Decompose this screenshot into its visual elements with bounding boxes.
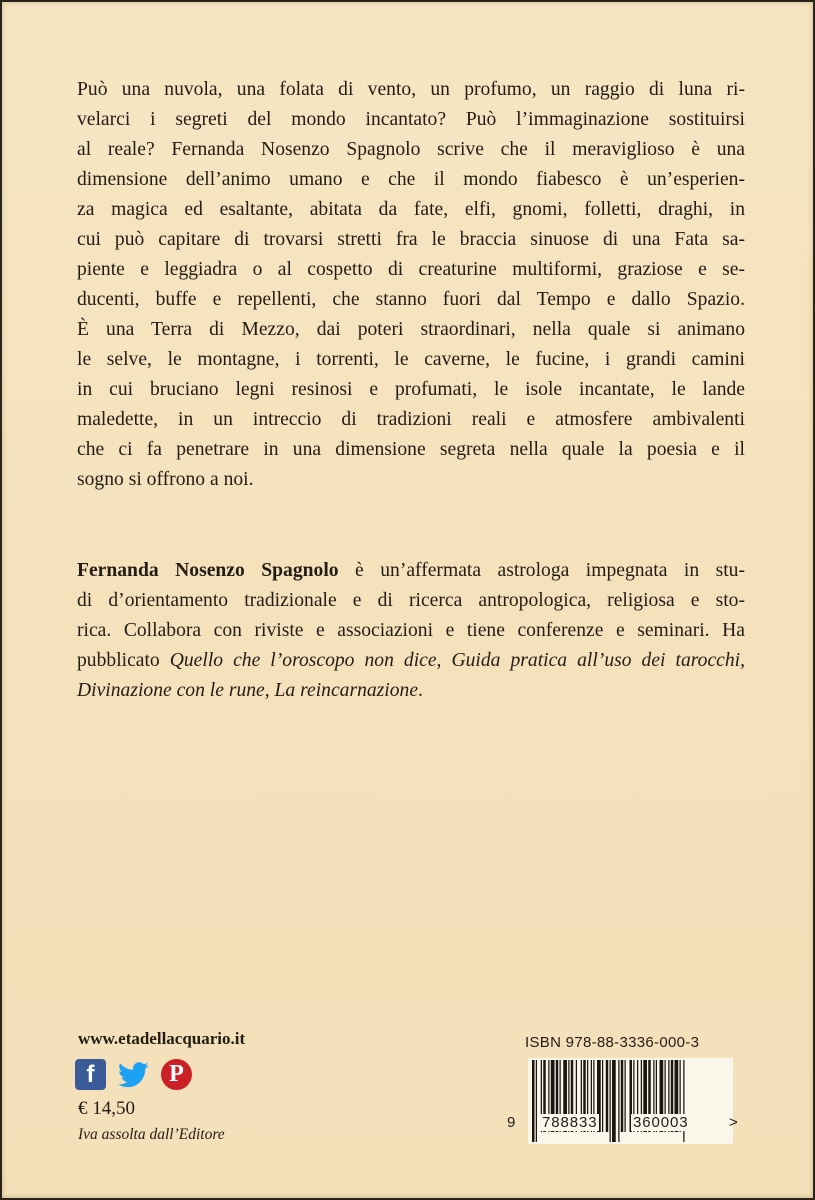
blurb-text [77,75,745,495]
barcode-digits-right: 360003 [633,1114,689,1131]
blurb-line: ducenti, buffe e repellenti, che stanno fuori dal Tempo e dallo Spazio. [77,289,745,310]
publisher-website[interactable]: www.etadellacquario.it [78,1029,246,1048]
barcode-digits-left: 788833 [542,1114,598,1131]
blurb-line: sogno si offrono a noi. [77,469,254,490]
vat-note: Iva assolta dall’Editore [78,1126,225,1143]
bio-paragraph [77,556,745,706]
blurb-line: cui può capitare di trovarsi stretti fra le braccia sinuose di una Fata sa- [77,229,745,250]
blurb-line: Può una nuvola, una folata di vento, un profumo, un raggio di luna ri- [77,79,745,100]
blurb-line: in cui bruciano legni resinosi e profumati, le isole incantate, le lande [77,379,745,400]
facebook-icon[interactable]: f [75,1059,106,1090]
blurb-line: che ci fa penetrare in una dimensione segreta nella quale la poesia e il [77,439,745,460]
blurb-line: al reale? Fernanda Nosenzo Spagnolo scrive che il meraviglioso è una [77,139,745,160]
isbn-label: ISBN 978-88-3336-000-3 [525,1034,700,1051]
bio-line-5: Divinazione con le rune, La reincarnazione. [77,680,423,701]
blurb-line: le selve, le montagne, i torrenti, le caverne, le fucine, i grandi camini [77,349,745,370]
price: € 14,50 [78,1098,135,1119]
blurb-line: piente e leggiadra o al cospetto di creaturine multiformi, graziose e se- [77,259,745,280]
blurb-line: dimensione dell’animo umano e che il mondo fiabesco è un’esperien- [77,169,745,190]
published-titles: Quello che l’oroscopo non dice, Guida pratica all’uso dei tarocchi, [169,650,745,671]
barcode-digit-first: 9 [507,1114,516,1131]
bio-line-3: rica. Collabora con riviste e associazioni e tiene conferenze e seminari. Ha [77,620,745,641]
blurb-line: za magica ed esaltante, abitata da fate, elfi, gnomi, folletti, draghi, in [77,199,745,220]
author-bio [77,556,745,706]
blurb-line: velarci i segreti del mondo incantato? Può l’immaginazione sostituirsi [77,109,745,130]
blurb-paragraph [77,75,745,495]
twitter-icon[interactable] [118,1059,149,1090]
pinterest-icon[interactable]: P [161,1059,192,1090]
barcode-digits [507,1114,747,1138]
social-links [75,1059,192,1090]
barcode-quiet-zone-mark: > [729,1114,738,1131]
author-name: Fernanda Nosenzo Spagnolo [77,560,339,581]
bio-line-4: pubblicato Quello che l’oroscopo non dice, Guida pratica all’uso dei tarocchi, [77,650,745,671]
blurb-line: È una Terra di Mezzo, dai poteri straordinari, nella quale si animano [77,319,745,340]
bio-line-2: di d’orientamento tradizionale e di ricerca antropologica, religiosa e sto- [77,590,745,611]
bio-line-1: Fernanda Nosenzo Spagnolo è un’affermata astrologa impegnata in stu- [77,560,745,581]
blurb-line: maledette, in un intreccio di tradizioni reali e atmosfere ambivalenti [77,409,745,430]
published-titles-cont: Divinazione con le rune, La reincarnazione [77,680,419,701]
